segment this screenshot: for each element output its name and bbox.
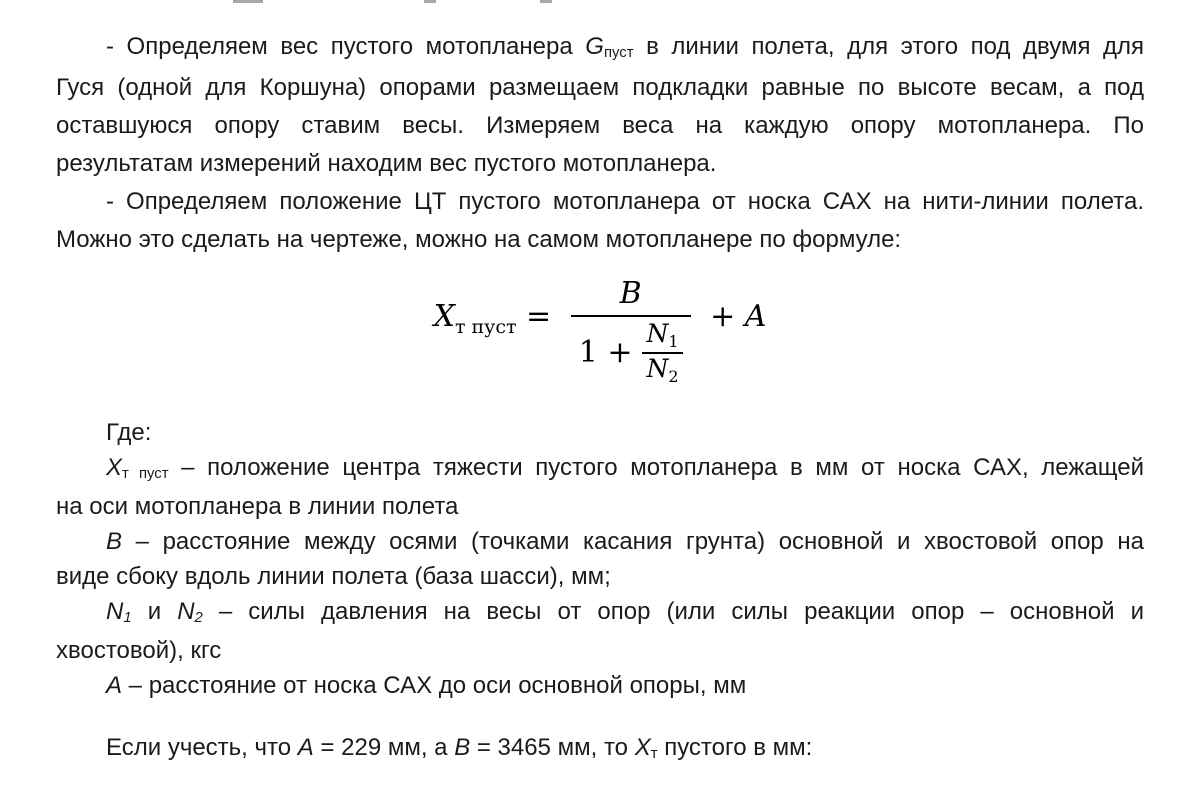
paragraph-line: оставшуюся опору ставим весы. Измеряем веса на каждую опору мотопланера. По bbox=[56, 112, 1144, 139]
text-run: – положение центра тяжести пустого мотопланера в мм от носка САХ, лежащей bbox=[168, 454, 1144, 481]
text-run: = 229 мм, а bbox=[313, 734, 455, 761]
variable-b: B bbox=[106, 528, 123, 555]
text-run: – расстояние от носка САХ до оси основной опоры, мм bbox=[122, 672, 747, 699]
formula-subscript: т пуст bbox=[454, 316, 517, 338]
paragraph-line: результатам измерений находим вес пустого мотопланера. bbox=[56, 150, 717, 177]
definition-n-line: хвостовой), кгс bbox=[56, 637, 222, 664]
definitions-block bbox=[56, 415, 1144, 703]
definition-a-line bbox=[56, 668, 1144, 703]
definition-n-line bbox=[56, 594, 1144, 633]
paragraph-line: Можно это сделать на чертеже, можно на самом мотопланере по формуле: bbox=[56, 226, 902, 253]
cut-off-text-fragment bbox=[540, 0, 552, 3]
subscript: т bbox=[650, 746, 658, 763]
text-run: – расстояние между осями (точками касания грунта) основной и хвостовой опор на bbox=[122, 528, 1144, 555]
fraction-denominator bbox=[571, 315, 691, 387]
variable-x: X bbox=[634, 734, 651, 761]
definition-x-line bbox=[56, 450, 1144, 489]
denominator-prefix: 1 + bbox=[578, 335, 633, 370]
definition-b-line bbox=[56, 524, 1144, 559]
variable-g: G bbox=[585, 33, 604, 60]
subscript: 2 bbox=[194, 610, 203, 627]
variable-x: X bbox=[106, 454, 123, 481]
paragraph-cg-position bbox=[56, 183, 1144, 259]
formula-cg-empty bbox=[56, 273, 1144, 386]
variable-a: A bbox=[297, 734, 314, 761]
subscript: т пуст bbox=[122, 466, 169, 483]
definition-x-line: на оси мотопланера в линии полета bbox=[56, 493, 459, 520]
nested-numerator: $N_1$ bbox=[646, 319, 679, 351]
paragraph-line: Гуся (одной для Коршуна) опорами размещаем подкладки равные по высоте весам, а под bbox=[56, 74, 1144, 101]
formula-lhs bbox=[434, 297, 561, 340]
subscript: 1 bbox=[123, 610, 132, 627]
text-run: - Определяем вес пустого мотопланера bbox=[106, 33, 586, 60]
variable-n2: N bbox=[177, 598, 195, 625]
cut-off-text-fragment bbox=[424, 0, 436, 3]
paragraph-weighing bbox=[56, 28, 1144, 183]
text-run: и bbox=[131, 598, 178, 625]
text-run: пустого в мм: bbox=[657, 734, 813, 761]
fraction-numerator: B bbox=[619, 276, 642, 311]
closing-sentence bbox=[56, 729, 1144, 770]
where-label: Где: bbox=[106, 419, 152, 446]
variable-b: B bbox=[454, 734, 471, 761]
formula-variable-x: X bbox=[433, 299, 455, 334]
text-run: = 3465 мм, то bbox=[470, 734, 635, 761]
nested-denominator: $N_2$ bbox=[642, 352, 682, 387]
paragraph-line: - Определяем положение ЦТ пустого мотопланера от носка САХ на нити-линии полета. bbox=[106, 188, 1144, 215]
formula-rhs bbox=[701, 297, 767, 337]
formula-variable-a: A bbox=[744, 299, 767, 334]
text-run: в линии полета, для этого под двумя для bbox=[633, 33, 1144, 60]
equals-sign: = bbox=[516, 299, 561, 334]
variable-a: A bbox=[106, 672, 123, 699]
subscript: пуст bbox=[603, 45, 634, 62]
text-run: Если учесть, что bbox=[106, 734, 298, 761]
document-body bbox=[56, 28, 1144, 770]
nested-fraction bbox=[642, 319, 682, 387]
paragraph-line bbox=[56, 28, 1144, 69]
variable-n1: N bbox=[106, 598, 124, 625]
formula-fraction bbox=[571, 273, 691, 387]
cut-off-text-fragment bbox=[233, 0, 263, 3]
plus-sign: + bbox=[700, 299, 745, 334]
text-run: – силы давления на весы от опор (или силы реакции опор – основной и bbox=[202, 598, 1144, 625]
definition-b-line: виде сбоку вдоль линии полета (база шасси), мм; bbox=[56, 563, 611, 590]
